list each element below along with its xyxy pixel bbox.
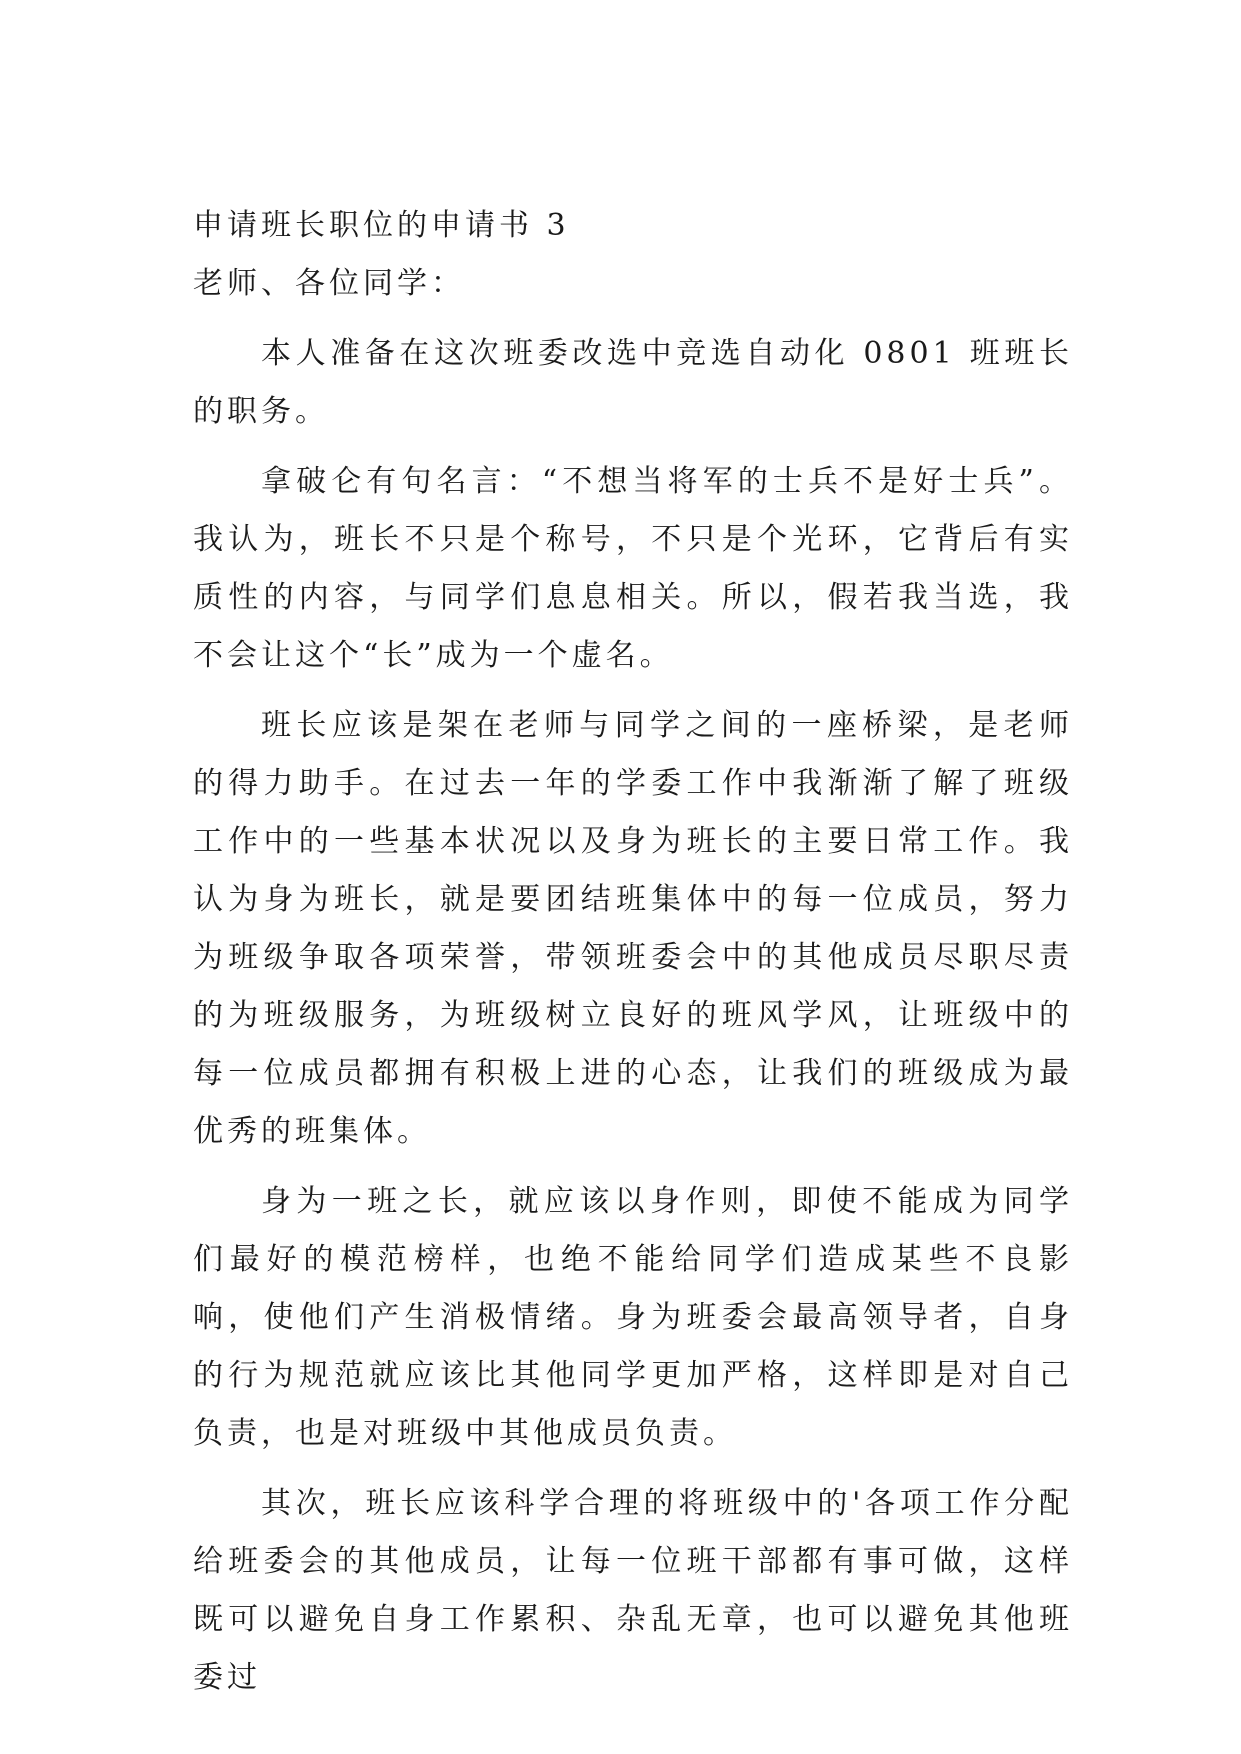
- document-body: [193, 197, 1073, 1707]
- document-title: 申请班长职位的申请书 3: [193, 208, 570, 243]
- salutation: 老师、各位同学：: [193, 266, 465, 301]
- paragraph-1: 本人准备在这次班委改选中竞选自动化 0801 班班长的职务。: [193, 336, 1073, 429]
- paragraph-2: 拿破仑有句名言：“不想当将军的士兵不是好士兵”。我认为，班长不只是个称号，不只是个光环，它背后有实质性的内容，与同学们息息相关。所以，假若我当选，我不会让这个“长”成为一个虚名。: [193, 464, 1073, 673]
- paragraph-5: 其次，班长应该科学合理的将班级中的'各项工作分配给班委会的其他成员，让每一位班干部都有事可做，这样既可以避免自身工作累积、杂乱无章，也可以避免其他班委过: [193, 1486, 1073, 1695]
- paragraph-3: 班长应该是架在老师与同学之间的一座桥梁，是老师的得力助手。在过去一年的学委工作中我渐渐了解了班级工作中的一些基本状况以及身为班长的主要日常工作。我认为身为班长，就是要团结班集体中的每一位成员，努力为班级争取各项荣誉，带领班委会中的其他成员尽职尽责的为班级服务，为班级树立良好的班风学风，让班级中的每一位成员都拥有积极上进的心态，让我们的班级成为最优秀的班集体。: [193, 708, 1073, 1149]
- paragraph-4: 身为一班之长，就应该以身作则，即使不能成为同学们最好的模范榜样，也绝不能给同学们造成某些不良影响，使他们产生消极情绪。身为班委会最高领导者，自身的行为规范就应该比其他同学更加严格，这样即是对自己负责，也是对班级中其他成员负责。: [193, 1184, 1073, 1451]
